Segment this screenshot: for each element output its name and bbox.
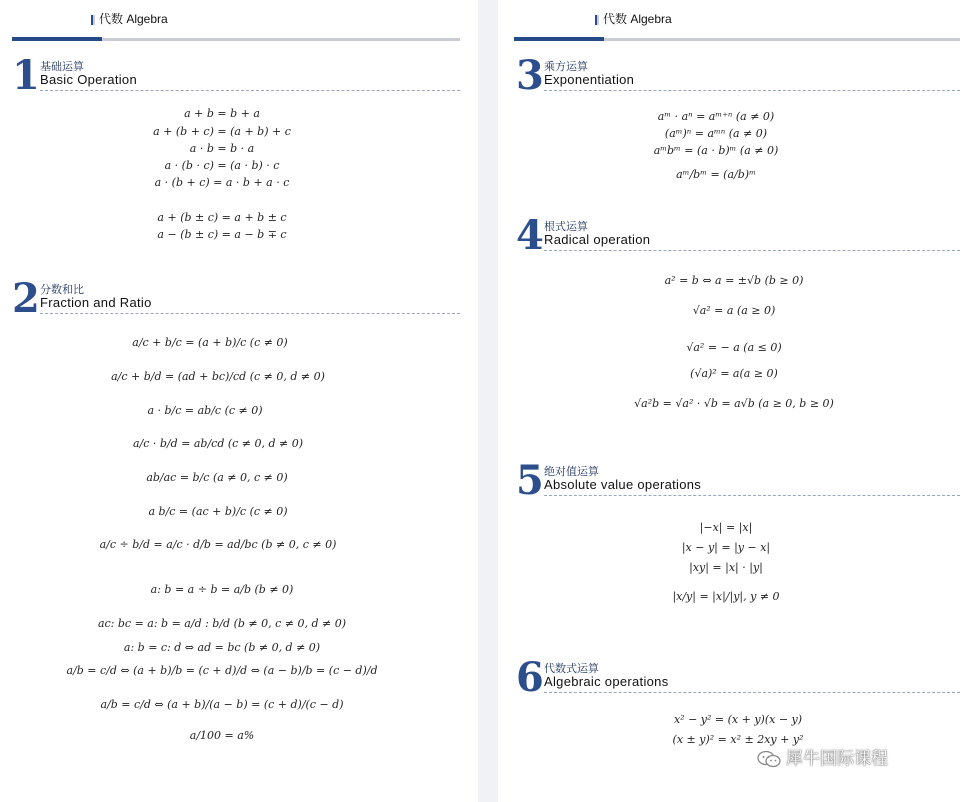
section-title-en: Algebraic operations bbox=[544, 674, 669, 689]
left-column bbox=[0, 0, 478, 802]
formula: a · b = b · a bbox=[189, 142, 255, 155]
formula: a · (b + c) = a · b + a · c bbox=[154, 176, 290, 189]
formula: √a² = − a (a ≤ 0) bbox=[686, 341, 782, 354]
formula: aᵐbᵐ = (a · b)ᵐ (a ≠ 0) bbox=[653, 144, 779, 157]
formula: aᵐ · aⁿ = aᵐ⁺ⁿ (a ≠ 0) bbox=[657, 110, 775, 123]
formula: a − (b ± c) = a − b ∓ c bbox=[157, 228, 287, 241]
section-rule bbox=[544, 90, 960, 91]
section-rule bbox=[40, 90, 460, 91]
formula: a/100 = a% bbox=[189, 729, 255, 742]
right-header-rule bbox=[514, 38, 960, 41]
header-bookmark-icon bbox=[91, 15, 95, 25]
formula: a + b = b + a bbox=[184, 107, 260, 120]
section-title-en: Exponentiation bbox=[544, 72, 635, 87]
formula: a · b/c = ab/c (c ≠ 0) bbox=[147, 404, 263, 417]
formula: |x − y| = |y − x| bbox=[681, 541, 771, 554]
section-title-cn: 代数式运算 bbox=[544, 662, 599, 675]
section-rule bbox=[544, 250, 960, 251]
formula: x² − y² = (x + y)(x − y) bbox=[673, 713, 803, 726]
formula: |x/y| = |x|/|y|, y ≠ 0 bbox=[672, 590, 780, 603]
formula: |xy| = |x| · |y| bbox=[689, 561, 763, 574]
watermark bbox=[756, 744, 888, 769]
section-6-heading bbox=[516, 654, 960, 701]
section-title-en: Radical operation bbox=[544, 232, 651, 247]
left-header-title: 代数 Algebra bbox=[99, 12, 168, 26]
section-title-cn: 乘方运算 bbox=[544, 60, 588, 73]
section-number: 3 bbox=[516, 52, 544, 99]
formula: (√a)² = a(a ≥ 0) bbox=[690, 367, 778, 380]
section-number: 6 bbox=[516, 654, 544, 701]
section-rule bbox=[40, 313, 460, 314]
section-number: 2 bbox=[12, 275, 40, 322]
formula: a · (b · c) = (a · b) · c bbox=[164, 159, 280, 172]
section-number: 5 bbox=[516, 457, 544, 504]
wechat-icon bbox=[756, 750, 782, 768]
section-title-cn: 基础运算 bbox=[40, 60, 84, 73]
header-bookmark-icon bbox=[595, 15, 599, 25]
formula: a² = b ⇔ a = ±√b (b ≥ 0) bbox=[664, 274, 804, 287]
section-title-en: Fraction and Ratio bbox=[40, 295, 152, 310]
section-3-heading bbox=[516, 52, 960, 99]
formula: (x ± y)² = x² ± 2xy + y² bbox=[672, 733, 804, 746]
formula: a: b = a ÷ b = a/b (b ≠ 0) bbox=[150, 583, 294, 596]
section-number: 1 bbox=[12, 52, 40, 99]
section-number: 4 bbox=[516, 212, 544, 259]
left-header-rule bbox=[12, 38, 460, 41]
formula: a + (b ± c) = a + b ± c bbox=[157, 211, 287, 224]
section-title-en: Basic Operation bbox=[40, 72, 137, 87]
formula: a/c ÷ b/d = a/c · d/b = ad/bc (b ≠ 0, c ≠ 0) bbox=[99, 538, 337, 551]
right-header-title: 代数 Algebra bbox=[603, 12, 672, 26]
formula: √a² = a (a ≥ 0) bbox=[692, 304, 776, 317]
formula: (aᵐ)ⁿ = aᵐⁿ (a ≠ 0) bbox=[664, 127, 768, 140]
section-5-heading bbox=[516, 457, 960, 504]
column-divider bbox=[478, 0, 498, 802]
watermark-text: 犀牛国际课程 bbox=[786, 749, 888, 769]
formula: |−x| = |x| bbox=[699, 521, 753, 534]
formula: a + (b + c) = (a + b) + c bbox=[153, 125, 291, 138]
formula: ac: bc = a: b = a/d : b/d (b ≠ 0, c ≠ 0, d ≠ 0) bbox=[97, 617, 347, 630]
section-1-heading bbox=[12, 52, 460, 99]
section-title-cn: 分数和比 bbox=[40, 283, 84, 296]
formula: a/c + b/c = (a + b)/c (c ≠ 0) bbox=[132, 336, 288, 349]
formula: a/c · b/d = ab/cd (c ≠ 0, d ≠ 0) bbox=[132, 437, 304, 450]
formula: a b/c = (ac + b)/c (c ≠ 0) bbox=[148, 505, 288, 518]
section-title-en: Absolute value operations bbox=[544, 477, 702, 492]
formula: a/b = c/d ⇔ (a + b)/(a − b) = (c + d)/(c − d) bbox=[100, 698, 344, 711]
section-2-heading bbox=[12, 275, 460, 322]
formula: a/c + b/d = (ad + bc)/cd (c ≠ 0, d ≠ 0) bbox=[111, 370, 325, 383]
section-title-cn: 根式运算 bbox=[544, 220, 588, 233]
formula: a: b = c: d ⇔ ad = bc (b ≠ 0, d ≠ 0) bbox=[123, 641, 321, 654]
formula: ab/ac = b/c (a ≠ 0, c ≠ 0) bbox=[146, 471, 288, 484]
formula: a/b = c/d ⇔ (a + b)/b = (c + d)/d ⇔ (a − b)/b = (c − d)/d bbox=[66, 664, 378, 677]
right-column bbox=[498, 0, 962, 802]
section-rule bbox=[544, 692, 960, 693]
formula: aᵐ/bᵐ = (a/b)ᵐ bbox=[676, 168, 756, 181]
left-page-header bbox=[91, 10, 168, 32]
formula: √a²b = √a² · √b = a√b (a ≥ 0, b ≥ 0) bbox=[634, 397, 834, 410]
section-title-cn: 绝对值运算 bbox=[544, 465, 599, 478]
section-rule bbox=[544, 495, 960, 496]
section-4-heading bbox=[516, 212, 960, 259]
right-page-header bbox=[595, 10, 672, 32]
